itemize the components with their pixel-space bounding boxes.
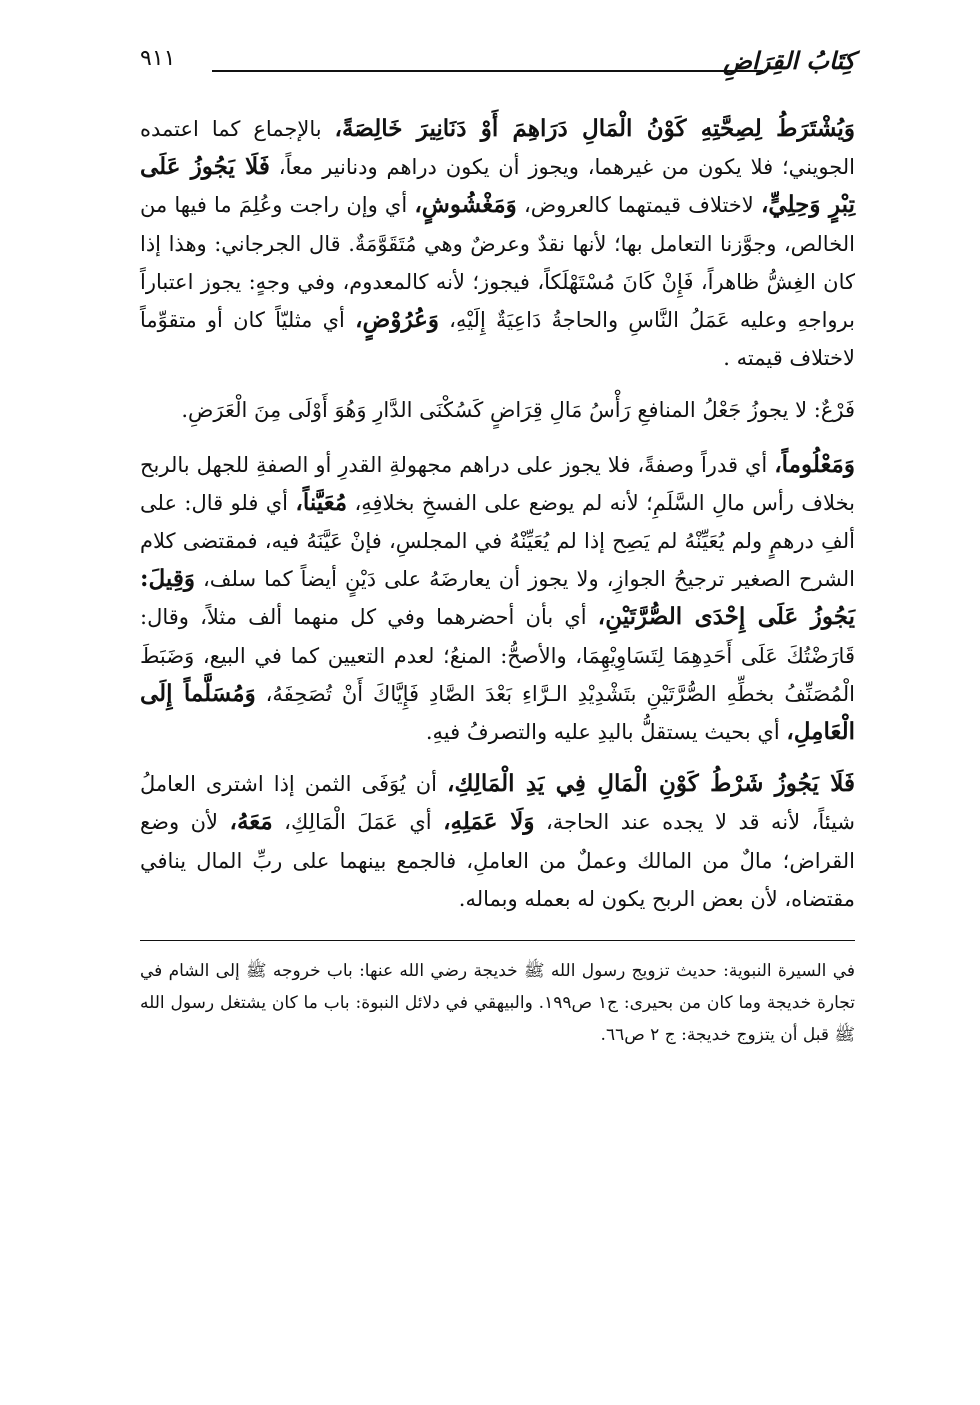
sharh-text: أي بحيث يستقلُّ باليدِ عليه والتصرفُ فيهِ.: [425, 720, 787, 745]
sharh-text: أي قدراً وصفةً، فلا يجوز على دراهم مجهولةِ القدرِ أو الصفةِ للجهل بالربح بخلاف رأس مالِ السَّلَمِ؛ لأنه لم يوضع على الفسخِ بخلافِهِ،: [140, 452, 855, 515]
running-title: كِتَابُ القِرَاضِ: [723, 46, 855, 75]
footnote: في السيرة النبوية: حديث تزويج رسول الله ﷺ خديجة رضي الله عنها: باب خروجه ﷺ إلى الشام في تجارة خديجة وما كان من بحيرى: ج١ ص١٩٩. والبيهقي في دلائل النبوة: باب ما كان يشتغل رسول الله ﷺ قبل أن يتزوج خديجة: ج ٢ ص٦٦.: [140, 961, 855, 1046]
matn-text: وَمُسَلَّماً إِلَى الْعَامِلِ،: [140, 679, 855, 746]
page-header: [140, 40, 855, 80]
matn-text: وَلَا عَمَلِهِ،: [443, 808, 535, 836]
matn-text: فَلَا يَجُوزُ عَلَى تِبْرٍ وَحِلِيٍّ،: [140, 153, 856, 219]
sharh-text: بالإجماع كما اعتمده الجويني؛ فلا يكون من غيرهما، ويجوز أن يكون دراهم ودنانير معاً،: [140, 117, 855, 180]
sharh-text: لاختلاف قيمتهما كالعروض،: [516, 193, 761, 218]
matn-text: وَمَعْلُوماً،: [774, 450, 855, 478]
paragraph-1: [140, 110, 855, 377]
header-rule: [212, 70, 763, 72]
page-number: ٩١١: [140, 46, 176, 71]
matn-text: مُعَيَّناً،: [295, 488, 348, 516]
matn-text: فَلَا يَجُوزُ شَرْطُ كَوْنِ الْمَالِ فِي يَدِ الْمَالِكِ،: [447, 770, 856, 798]
sharh-text: أن يُوَفَى الثمن إذا اشترى العاملُ شيئاً، لأنه قد لا يجده عند الحاجة،: [140, 772, 855, 835]
sharh-text: لأن وضع القراض؛ مالٌ من المالك وعملٌ من العاملِ، فالجمع بينهما على ربِّ المال ينافي مقتضاه، لأن بعض الربح يكون له بعمله وبماله.: [140, 810, 855, 911]
main-text: [140, 110, 855, 918]
paragraph-2: [140, 446, 855, 752]
paragraph-branch: [140, 391, 855, 429]
book-page: [140, 40, 855, 1370]
matn-text: وَقِيلَ: يَجُوزُ عَلَى إِحْدَى الصُّرَّتَيْنِ،: [140, 565, 855, 631]
sharh-text: أي بأن أحضرهما وفي كل منهما ألف مثلاً، وقال: قَارَضْتُكَ عَلَى أَحَدِهِمَا لِتَسَاوِيْهِمَا، والأصحُّ: المنعُ؛ لعدم التعيين كما في البيع، وَضَبَطَ الْمُصَنِّفُ بخطِّهِ الصُّرَّتَيْنِ بتَشْدِيْدِ الـرَّاءِ بَعْدَ الصَّادِ فَإِيَّاكَ أَنْ تُصَحِفَهُ،: [140, 605, 855, 706]
footnote-separator: [140, 940, 855, 941]
matn-text: مَعَهُ،: [229, 808, 273, 836]
branch-text: فَرْعٌ: لا يجوزُ جَعْلُ المنافعِ رَأْسُ مَالِ قِرَاضٍ كَسُكْنَى الدَّارِ وَهُوَ أَوْلَى مِنَ الْعَرَضِ.: [181, 398, 855, 423]
matn-text: وَمَغْشُوشٍ،: [414, 191, 517, 219]
paragraph-3: [140, 765, 855, 918]
sharh-text: أي فلو قال: على ألفِ درهمٍ ولم يُعَيِّنْهُ لم يَصِح إذا لم يُعَيِّنْهُ في المجلسِ، فإنْ عَيَّنَهُ فيه، فمقتضى كلام الشرح الصغير ترجيحُ الجوازِ، ولا يجوز أن يعارضَهُ على دَيْنٍ أيضاً كما سلف،: [140, 490, 855, 592]
matn-text: وَعُرُوْضٍ،: [355, 306, 439, 334]
sharh-text: أي عَمَلَ الْمَالِكِ،: [272, 810, 444, 835]
sharh-text: أي وإن راجت وعُلِمَ ما فيها من الخالص، وجوَّزنا التعامل بها؛ لأنها نقدٌ وعرضٌ وهي مُتَقَوَّمَةٌ. قال الجرجاني: وهذا إذا كان الغِشُّ ظاهراً، فَإِنْ كَانَ مُسْتَهْلَكاً، فيجوز؛ لأنه كالمعدوم، وفي وجهٍ: يجوز اعتباراً برواجهِ وعليه عَمَلُ النَّاسِ والحاجةُ دَاعِيَةٌ إِلَيْهِ،: [140, 193, 855, 333]
matn-text: وَيُشْتَرَطُ لِصِحَّتِهِ كَوْنُ الْمَالِ دَرَاهِمَ أَوْ دَنَانِيرَ خَالِصَةً،: [334, 115, 855, 142]
sharh-text: أي مثليّاً كان أو متقوِّماً لاختلاف قيمته .: [140, 308, 855, 371]
